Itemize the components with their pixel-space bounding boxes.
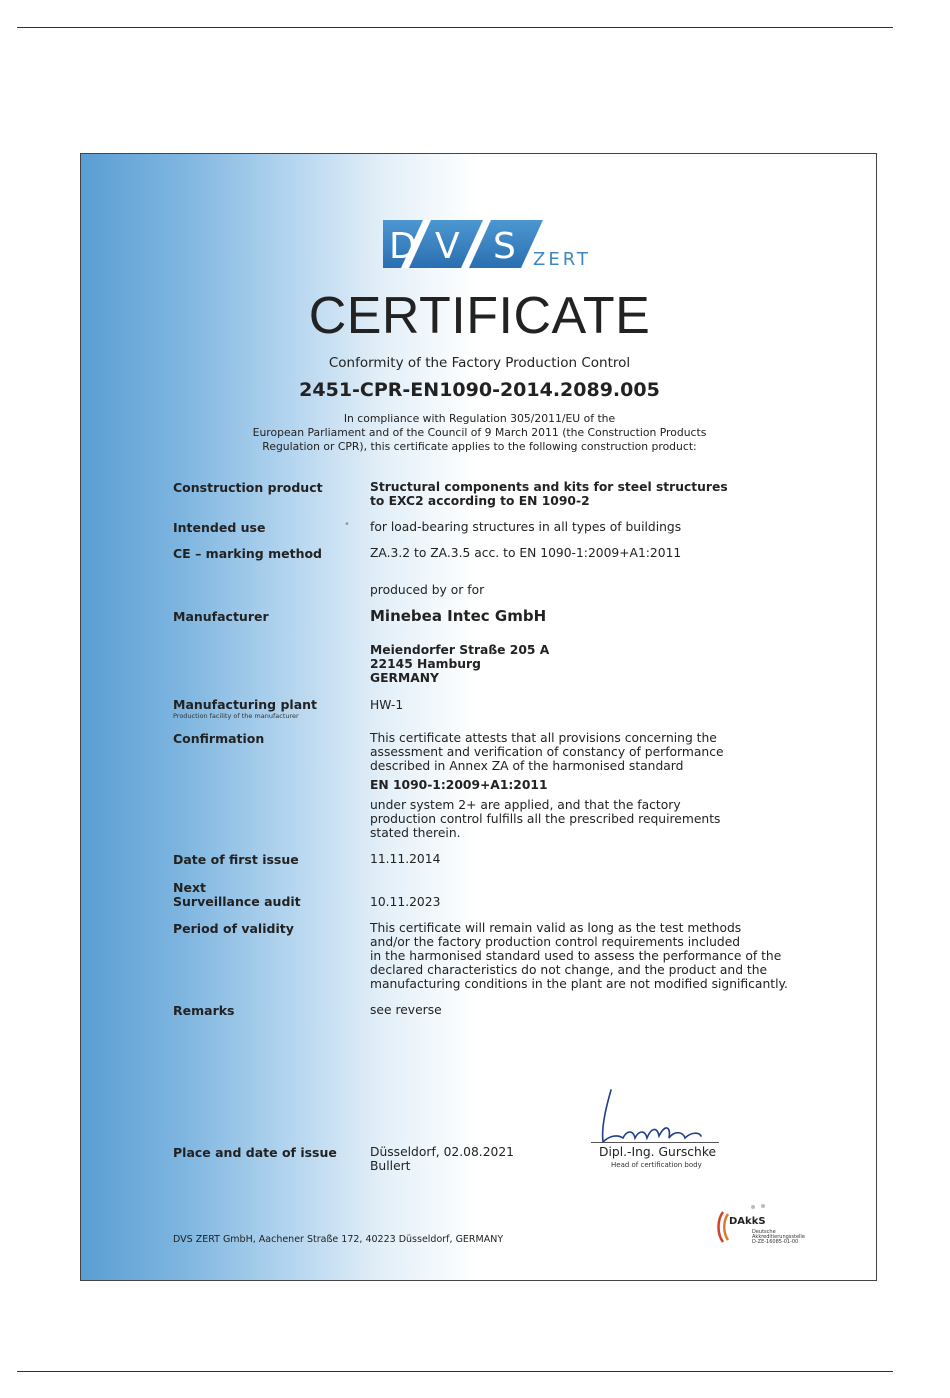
validity-line: and/or the factory production control requirements included (370, 935, 741, 949)
certificate-number: 2451-CPR-EN1090-2014.2089.005 (299, 379, 660, 401)
dakks-name: DAkkS (729, 1216, 766, 1227)
compliance-line: In compliance with Regulation 305/2011/EU of the (343, 412, 616, 425)
validity-line: in the harmonised standard used to assess the performance of the (370, 949, 782, 963)
ce-marking-label: CE – marking method (173, 546, 322, 561)
signature-icon (587, 1086, 727, 1150)
construction-product-label: Construction product (173, 480, 323, 495)
next-audit-value: 10.11.2023 (370, 895, 441, 909)
plant-value: HW-1 (370, 698, 404, 712)
logo-letter-d: D (389, 226, 417, 267)
validity-line: declared characteristics do not change, and the product and the (370, 963, 768, 977)
dakks-subline: D-ZE-16085-01-00 (752, 1239, 799, 1245)
intended-use-label: Intended use (173, 520, 266, 535)
logo-letter-v: V (435, 226, 460, 267)
compliance-line: Regulation or CPR), this certificate applies to the following construction product: (262, 440, 697, 453)
manufacturer-address (370, 643, 549, 685)
place-date-label: Place and date of issue (173, 1145, 337, 1160)
top-rule (17, 27, 893, 28)
compliance-line: European Parliament and of the Council of 9 March 2011 (the Construction Products (252, 426, 707, 439)
first-issue-value: 11.11.2014 (370, 852, 441, 866)
next-audit-label-2: Surveillance audit (173, 894, 301, 909)
construction-product-line: to EXC2 according to EN 1090-2 (370, 494, 590, 508)
manufacturer-name: Minebea Intec GmbH (370, 607, 547, 625)
confirmation-line: stated therein. (370, 826, 461, 840)
logo-suffix: ZERT (533, 249, 591, 270)
dakks-subline: Deutsche (752, 1229, 776, 1235)
bottom-rule (17, 1371, 893, 1372)
compliance-text (81, 412, 877, 454)
construction-product-line: Structural components and kits for steel structures (370, 480, 728, 494)
remarks-label: Remarks (173, 1003, 235, 1018)
dakks-subline: Akkreditierungsstelle (752, 1234, 805, 1240)
confirmation-line: assessment and verification of constancy of performance (370, 745, 724, 759)
confirmation-text-1 (370, 731, 724, 773)
dot-mark: • (344, 519, 350, 530)
confirmation-line: This certificate attests that all provisions concerning the (370, 731, 717, 745)
first-issue-label: Date of first issue (173, 852, 299, 867)
construction-product-value (370, 480, 728, 508)
plant-label: Manufacturing plant (173, 697, 318, 712)
address-line: Meiendorfer Straße 205 A (370, 643, 550, 657)
manufacturer-label: Manufacturer (173, 609, 269, 624)
confirmation-line: described in Annex ZA of the harmonised standard (370, 759, 684, 773)
address-line: 22145 Hamburg (370, 657, 481, 671)
confirmation-standard: EN 1090-1:2009+A1:2011 (370, 778, 548, 792)
page-title: CERTIFICATE (308, 287, 651, 345)
next-audit-label-1: Next (173, 880, 206, 895)
logo-letter-s: S (493, 226, 516, 267)
validity-line: manufacturing conditions in the plant are not modified significantly. (370, 977, 788, 991)
plant-sublabel: Production facility of the manufacturer (173, 712, 299, 720)
validity-text (370, 921, 788, 991)
confirmation-line: under system 2+ are applied, and that the factory (370, 798, 681, 812)
certificate (80, 153, 877, 1281)
issuer-name: Bullert (370, 1159, 411, 1173)
subtitle: Conformity of the Factory Production Control (328, 355, 631, 371)
validity-line: This certificate will remain valid as long as the test methods (370, 921, 742, 935)
address-line: GERMANY (370, 671, 439, 685)
confirmation-text-2 (370, 798, 720, 840)
signatory-name: Dipl.-Ing. Gurschke (599, 1145, 717, 1159)
signatory-role: Head of certification body (611, 1161, 702, 1169)
confirmation-label: Confirmation (173, 731, 265, 746)
confirmation-line: production control fulfills all the prescribed requirements (370, 812, 721, 826)
place-date-value: Düsseldorf, 02.08.2021 (370, 1145, 514, 1159)
intended-use-value: for load-bearing structures in all types of buildings (370, 520, 682, 534)
validity-label: Period of validity (173, 921, 294, 936)
ce-marking-value: ZA.3.2 to ZA.3.5 acc. to EN 1090-1:2009+A1:2011 (370, 546, 682, 560)
signature-line (591, 1142, 719, 1143)
produced-by-text: produced by or for (370, 583, 485, 597)
remarks-value: see reverse (370, 1003, 442, 1017)
footer-address: DVS ZERT GmbH, Aachener Straße 172, 40223 Düsseldorf, GERMANY (173, 1234, 504, 1245)
